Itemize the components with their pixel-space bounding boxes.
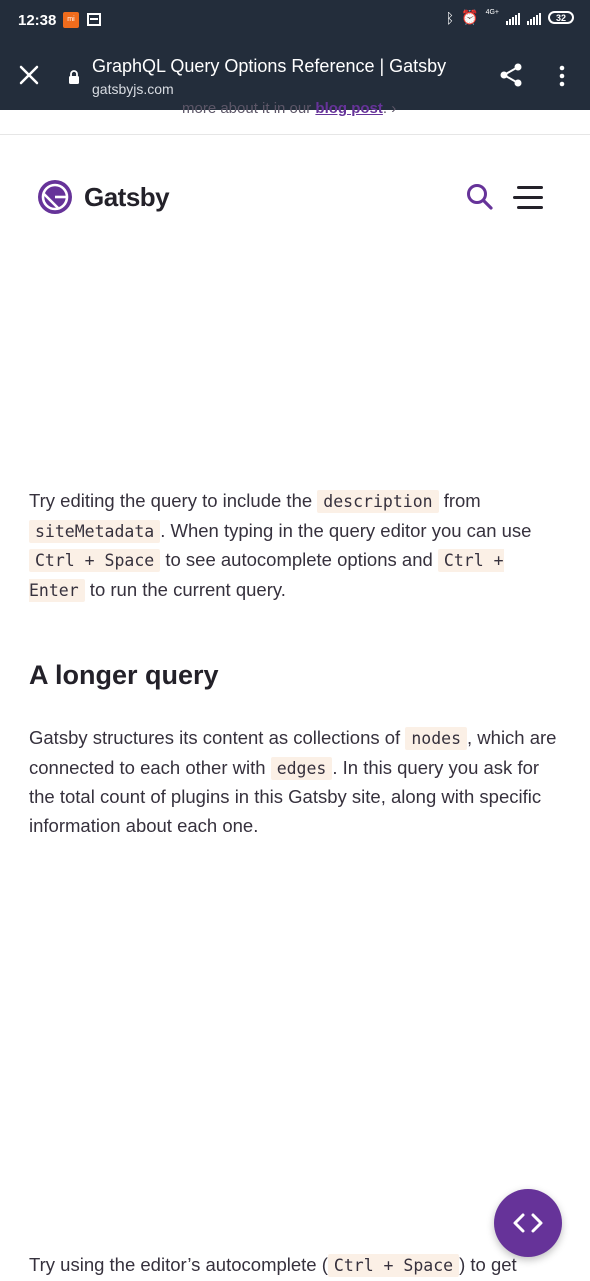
- paragraph-autocomplete: Try using the editor’s autocomplete ( Ctrl + Space ) to get: [29, 1254, 517, 1275]
- inline-code-sitemetadata: siteMetadata: [29, 520, 160, 543]
- paragraph-edit-query: Try editing the query to include the description from siteMetadata . When typing in the query editor you can use Ctrl + Space to see autocomplete options and Ctrl + Enter to run the current query.: [29, 490, 532, 601]
- battery-icon: [548, 11, 574, 24]
- logo-text[interactable]: Gatsby: [84, 182, 170, 212]
- announcement-banner: [0, 100, 590, 135]
- alarm-icon: ⏰: [461, 9, 479, 25]
- page-title: GraphQL Query Options Reference | Gatsby: [92, 56, 447, 76]
- code-toggle-button[interactable]: [494, 1189, 562, 1257]
- inline-code-edges: edges: [271, 757, 333, 780]
- calendar-icon: [87, 13, 101, 26]
- more-options-icon[interactable]: [553, 64, 571, 88]
- paragraph-longer-query: Gatsby structures its content as collections of nodes , which are connected to each other with edges . In this query you ask for the total count of plugins in this Gatsby site, along with specific information about each one.: [29, 727, 557, 837]
- bluetooth-icon: ᛒ: [445, 9, 455, 26]
- page-url[interactable]: gatsbyjs.com: [92, 81, 174, 97]
- search-icon[interactable]: [466, 183, 494, 211]
- battery-level: 32: [555, 13, 566, 23]
- mi-app-icon: mi: [63, 12, 79, 28]
- banner-text: more about it in our blog post. ›: [182, 100, 397, 117]
- status-bar: [0, 0, 590, 42]
- network-type-label: 4G+: [485, 9, 499, 16]
- inline-code-ctrl-space: Ctrl + Space: [29, 549, 160, 572]
- status-time: 12:38: [18, 12, 57, 29]
- signal-icon: [506, 11, 520, 25]
- banner-prefix: more about it in our: [182, 100, 316, 117]
- close-icon[interactable]: [18, 64, 40, 86]
- menu-icon[interactable]: [513, 186, 543, 208]
- status-right-icons: [446, 9, 574, 26]
- gatsby-logo-icon[interactable]: [38, 180, 72, 214]
- inline-code-ctrl-enter: Ctrl + Enter: [29, 551, 504, 601]
- section-heading: A longer query: [29, 660, 219, 690]
- code-icon: [512, 1211, 544, 1235]
- inline-code-nodes: nodes: [405, 727, 467, 750]
- share-icon[interactable]: [498, 62, 524, 88]
- signal-icon-2: [527, 11, 541, 25]
- inline-code-description: description: [317, 490, 438, 513]
- blog-post-link[interactable]: blog post: [315, 100, 383, 117]
- inline-code-ctrl-space-2: Ctrl + Space: [328, 1254, 459, 1277]
- banner-suffix: .: [382, 100, 388, 117]
- site-header: [0, 135, 590, 255]
- lock-icon: [68, 70, 80, 84]
